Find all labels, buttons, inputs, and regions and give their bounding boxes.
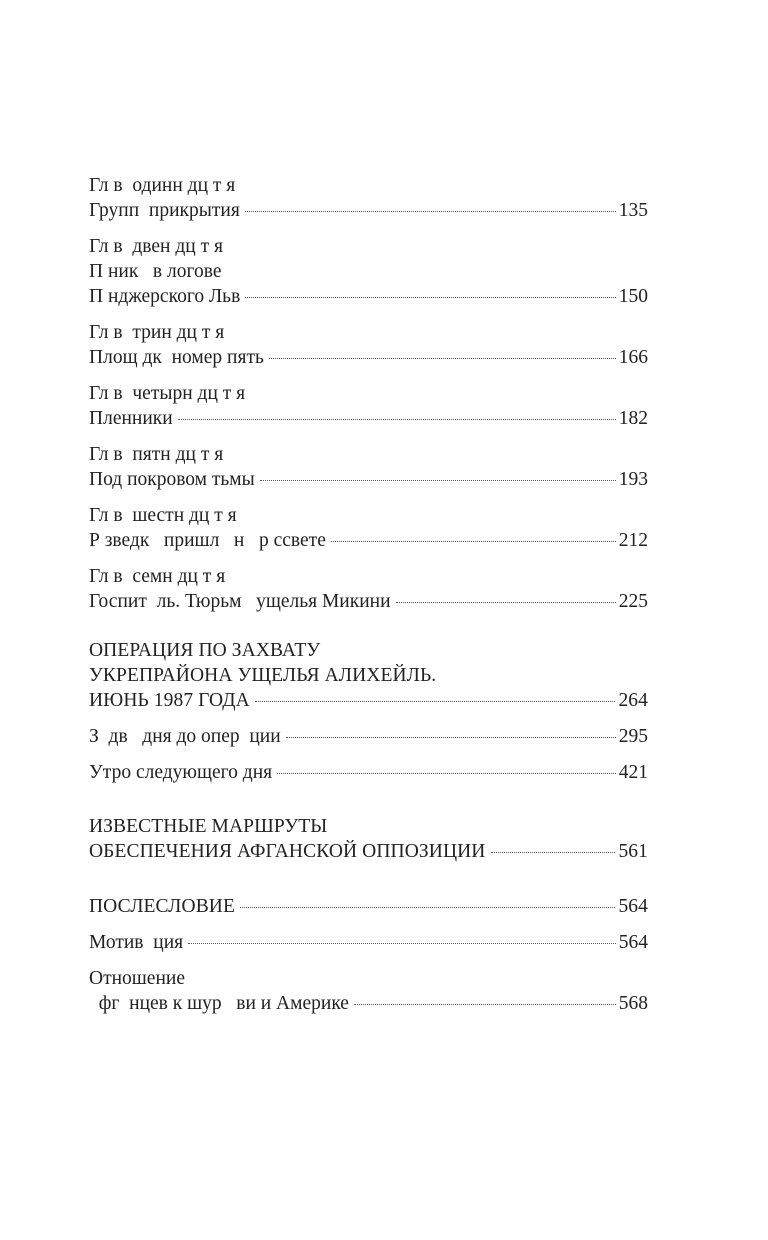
toc-entry-title: Под покровом тьмы [89, 469, 255, 490]
toc-page-number: 264 [618, 690, 648, 711]
toc-entry [89, 320, 648, 370]
toc-entry-row[interactable] [89, 991, 648, 1016]
toc-entry [89, 173, 648, 223]
toc-entry-title: Р зведк пришл н р ссвете [89, 530, 326, 551]
toc-entry-row[interactable] [89, 760, 648, 785]
toc-entry-title: ОБЕСПЕЧЕНИЯ АФГАНСКОЙ ОППОЗИЦИИ [89, 841, 486, 862]
toc-page-number: 135 [618, 200, 648, 221]
dot-leader [396, 602, 616, 603]
toc-entry [89, 930, 648, 955]
toc-page-number: 225 [618, 591, 648, 612]
toc-entry-title: ПОСЛЕСЛОВИЕ [89, 896, 235, 917]
toc-entry [89, 234, 648, 309]
toc-section-entry [89, 638, 648, 713]
toc-section-entry [89, 814, 648, 864]
dot-leader [354, 1004, 616, 1005]
toc-entry-title: фг нцев к шур ви и Америке [89, 993, 349, 1014]
dot-leader [491, 852, 616, 853]
toc-entry [89, 760, 648, 785]
toc-entry-line: Гл в четырн дц т я [89, 383, 246, 404]
toc-entry-line: Гл в двен дц т я [89, 236, 223, 257]
dot-leader [331, 541, 616, 542]
toc-entry-title: Госпит ль. Тюрьм ущелья Микини [89, 591, 391, 612]
dot-leader [277, 773, 616, 774]
dot-leader [269, 358, 616, 359]
dot-leader [245, 297, 615, 298]
toc-entry-title: Пленники [89, 408, 173, 429]
toc-entry-title: П нджерского Льв [89, 286, 241, 307]
toc-entry-line: Гл в шестн дц т я [89, 505, 237, 526]
dot-leader [255, 701, 616, 702]
dot-leader [260, 480, 616, 481]
toc-entry-row[interactable] [89, 930, 648, 955]
toc-entry-row[interactable] [89, 839, 648, 864]
dot-leader [188, 943, 616, 944]
toc-entry-row[interactable] [89, 467, 648, 492]
toc-page-number: 182 [618, 408, 648, 429]
toc-page-number: 564 [618, 932, 648, 953]
toc-entry-title: Площ дк номер пять [89, 347, 264, 368]
toc-entry-title: Мотив ция [89, 932, 184, 953]
toc-page-number: 421 [618, 762, 648, 783]
toc-section-entry [89, 894, 648, 919]
toc-entry-line: Отношение [89, 968, 185, 989]
toc-page-number: 166 [618, 347, 648, 368]
toc-page-number: 150 [618, 286, 648, 307]
toc-entry-line: Гл в семн дц т я [89, 566, 226, 587]
toc-entry [89, 503, 648, 553]
toc-entry-line: Гл в трин дц т я [89, 322, 225, 343]
toc-entry-line: П ник в логове [89, 261, 222, 282]
toc-entry-row[interactable] [89, 528, 648, 553]
toc-entry [89, 564, 648, 614]
toc-entry [89, 966, 648, 1016]
toc-page-number: 295 [618, 726, 648, 747]
toc-entry-row[interactable] [89, 284, 648, 309]
toc-entry-row[interactable] [89, 688, 648, 713]
dot-leader [240, 907, 615, 908]
toc-page-number: 561 [618, 841, 648, 862]
toc-entry-line: Гл в пятн дц т я [89, 444, 224, 465]
toc-page-number: 564 [618, 896, 648, 917]
toc-entry-line: ОПЕРАЦИЯ ПО ЗАХВАТУ [89, 640, 321, 661]
dot-leader [245, 211, 616, 212]
toc-entry-title: ИЮНЬ 1987 ГОДА [89, 690, 250, 711]
toc-entry [89, 724, 648, 749]
toc-entry-line: ИЗВЕСТНЫЕ МАРШРУТЫ [89, 816, 328, 837]
toc-entry-row[interactable] [89, 198, 648, 223]
dot-leader [286, 737, 616, 738]
toc-entry [89, 381, 648, 431]
toc-entry-row[interactable] [89, 345, 648, 370]
table-of-contents [89, 173, 648, 1016]
toc-entry-row[interactable] [89, 589, 648, 614]
toc-entry-line: УКРЕПРАЙОНА УЩЕЛЬЯ АЛИХЕЙЛЬ. [89, 665, 437, 686]
toc-page-number: 568 [618, 993, 648, 1014]
toc-entry-row[interactable] [89, 406, 648, 431]
toc-entry-title: З дв дня до опер ции [89, 726, 281, 747]
toc-entry-row[interactable] [89, 894, 648, 919]
toc-entry-row[interactable] [89, 724, 648, 749]
toc-entry-title: Утро следующего дня [89, 762, 273, 783]
toc-page-number: 193 [618, 469, 648, 490]
toc-entry-line: Гл в одинн дц т я [89, 175, 236, 196]
toc-page-number: 212 [618, 530, 648, 551]
dot-leader [178, 419, 616, 420]
toc-entry-title: Групп прикрытия [89, 200, 240, 221]
toc-entry [89, 442, 648, 492]
